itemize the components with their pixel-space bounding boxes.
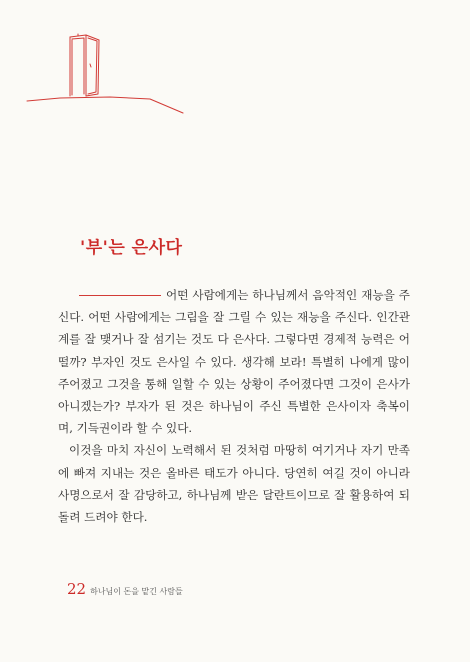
page-number: 22 [67,580,87,598]
paragraph-2: 이것을 마치 자신이 노력해서 된 것처럼 마땅히 여기거나 자기 만족에 빠져 지내는 것은 올바른 태도가 아니다. 당연히 여길 것이 아니라 사명으로서 잘 감당하고, 하나님께 받은 달란트이므로 잘 활용하여 되돌려 드려야 한다. [58,443,410,525]
paragraph-1: 어떤 사람에게는 하나님께서 음악적인 재능을 주신다. 어떤 사람에게는 그림을 잘 그릴 수 있는 재능을 주신다. 인간관계를 잘 맺거나 잘 섬기는 것도 다 은사다. 그렇다면 경제적 능력은 어떨까? 부자인 것도 은사일 수 있다. 생각해 보라! 특별히 나에게 많이 주어졌고 그것을 통해 일할 수 있는 상황이 주어졌다면 그것이 은사가 아니겠는가? 부자가 된 것은 하나님이 주신 특별한 은사이자 축복이며, 기득권이라 할 수 있다. [58,288,410,436]
book-title: 하나님이 돈을 맡긴 사람들 [90,587,183,596]
open-door-drawing [0,0,200,125]
section-title: '부'는 은사다 [80,238,183,258]
page-footer [67,580,183,598]
body-text [58,284,410,528]
